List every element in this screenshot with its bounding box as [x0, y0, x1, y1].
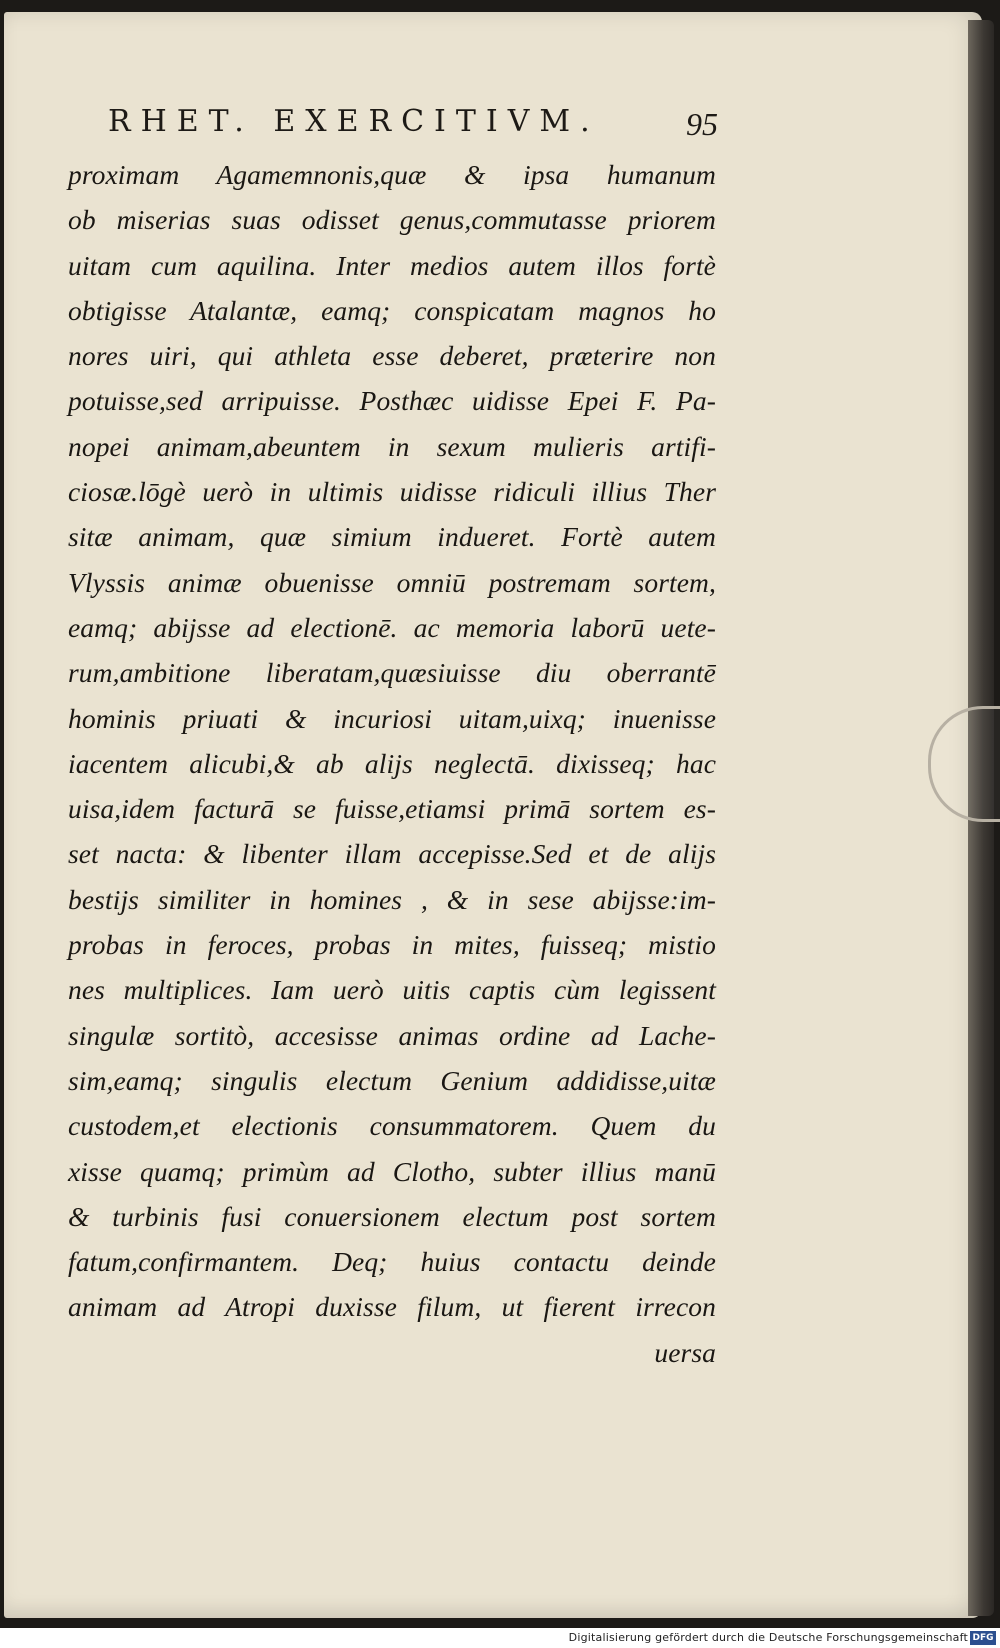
text-line: sim,eamq; singulis electum Genium addidisse,uitæ	[68, 1064, 716, 1096]
text-line: obtigisse Atalantæ, eamq; conspicatam magnos ho	[68, 294, 716, 326]
dfg-logo: DFG	[970, 1631, 996, 1645]
text-line: fatum,confirmantem. Deq; huius contactu deinde	[68, 1246, 716, 1278]
text-line: iacentem alicubi,& ab alijs neglectā. dixisseq; hac	[68, 747, 716, 779]
running-head: RHET. EXERCITIVM.	[108, 104, 600, 139]
text-line: proximam Agamemnonis,quæ & ipsa humanum	[68, 159, 716, 190]
catchword: uersa	[654, 1336, 716, 1368]
text-line: animam ad Atropi duxisse filum, ut fierent irrecon	[68, 1291, 716, 1323]
text-line: xisse quamq; primùm ad Clotho, subter illius manū	[68, 1155, 716, 1187]
text-line: probas in feroces, probas in mites, fuisseq; mistio	[68, 929, 716, 961]
digitization-credit: Digitalisierung gefördert durch die Deutsche Forschungsgemeinschaft	[568, 1631, 968, 1644]
text-line: nores uiri, qui athleta esse deberet, præterire non	[68, 340, 716, 372]
text-line: & turbinis fusi conuersionem electum post sortem	[68, 1200, 716, 1232]
text-line: custodem,et electionis consummatorem. Quem du	[68, 1110, 716, 1142]
text-line: sitæ animam, quæ simium indueret. Fortè autem	[68, 521, 716, 553]
text-line: hominis priuati & incuriosi uitam,uixq; inuenisse	[68, 702, 716, 734]
text-line: singulæ sortitò, accesisse animas ordine ad Lache-	[68, 1019, 716, 1051]
body-text	[68, 152, 716, 1375]
text-line: set nacta: & libenter illam accepisse.Sed et de alijs	[68, 838, 716, 870]
text-line: uitam cum aquilina. Inter medios autem illos fortè	[68, 249, 716, 281]
text-line: Vlyssis animæ obuenisse omniū postremam sortem,	[68, 566, 716, 598]
text-line: ciosæ.lōgè uerò in ultimis uidisse ridiculi illius Ther	[68, 476, 716, 508]
text-line: uisa,idem facturā se fuisse,etiamsi primā sortem es-	[68, 793, 716, 825]
text-line: nes multiplices. Iam uerò uitis captis cùm legissent	[68, 974, 716, 1006]
text-line: nopei animam,abeuntem in sexum mulieris artifi-	[68, 430, 716, 462]
text-line: bestijs similiter in homines , & in sese abijsse:im-	[68, 883, 716, 915]
text-line: potuisse,sed arripuisse. Posthæc uidisse Epei F. Pa-	[68, 385, 716, 417]
text-line: rum,ambitione liberatam,quæsiuisse diu oberrantē	[68, 657, 716, 689]
page-header	[108, 104, 718, 148]
text-line: eamq; abijsse ad electionē. ac memoria laborū uete-	[68, 611, 716, 643]
page-number: 95	[686, 106, 718, 142]
text-line: ob miserias suas odisset genus,commutasse priorem	[68, 204, 716, 236]
